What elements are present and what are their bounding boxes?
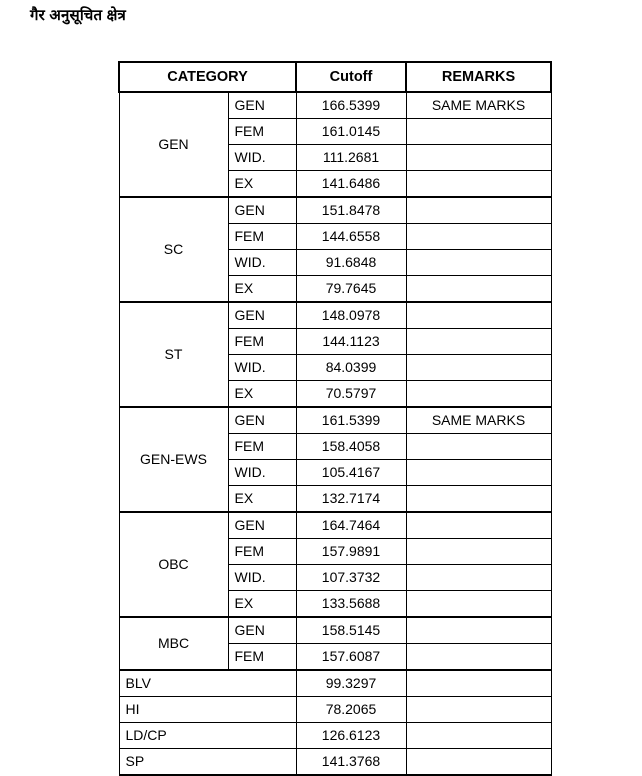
subcategory-label: WID. [228, 565, 296, 591]
subcategory-label: GEN [228, 407, 296, 434]
cutoff-value: 132.7174 [296, 486, 406, 513]
remarks-value [406, 617, 551, 644]
remarks-value [406, 224, 551, 250]
column-header-remarks: REMARKS [406, 62, 551, 92]
table-row [119, 512, 551, 539]
remarks-value [406, 644, 551, 671]
subcategory-label: GEN [228, 617, 296, 644]
remarks-value [406, 145, 551, 171]
column-header-category: CATEGORY [119, 62, 296, 92]
cutoff-value: 133.5688 [296, 591, 406, 618]
cutoff-value: 158.5145 [296, 617, 406, 644]
table-row [119, 670, 551, 697]
table-row [119, 617, 551, 644]
category-label: LD/CP [119, 723, 296, 749]
remarks-value [406, 434, 551, 460]
subcategory-label: FEM [228, 224, 296, 250]
subcategory-label: GEN [228, 512, 296, 539]
remarks-value [406, 460, 551, 486]
category-group-label: GEN [119, 92, 228, 197]
cutoff-value: 161.0145 [296, 119, 406, 145]
remarks-value [406, 355, 551, 381]
remarks-value [406, 697, 551, 723]
subcategory-label: EX [228, 276, 296, 303]
remarks-value [406, 591, 551, 618]
cutoff-value: 79.7645 [296, 276, 406, 303]
subcategory-label: EX [228, 381, 296, 408]
remarks-value [406, 250, 551, 276]
subcategory-label: WID. [228, 460, 296, 486]
subcategory-label: GEN [228, 302, 296, 329]
remarks-value [406, 486, 551, 513]
subcategory-label: FEM [228, 644, 296, 671]
table-row [119, 723, 551, 749]
table-row [119, 407, 551, 434]
table-row [119, 302, 551, 329]
table-header [119, 62, 551, 92]
category-label: HI [119, 697, 296, 723]
cutoff-value: 84.0399 [296, 355, 406, 381]
table-row [119, 749, 551, 776]
cutoff-value: 141.6486 [296, 171, 406, 198]
remarks-value [406, 512, 551, 539]
subcategory-label: GEN [228, 197, 296, 224]
subcategory-label: WID. [228, 145, 296, 171]
subcategory-label: EX [228, 591, 296, 618]
table-body [119, 92, 551, 775]
cutoff-value: 111.2681 [296, 145, 406, 171]
header-row [119, 62, 551, 92]
cutoff-value: 126.6123 [296, 723, 406, 749]
remarks-value [406, 565, 551, 591]
cutoff-table [118, 61, 552, 776]
subcategory-label: EX [228, 486, 296, 513]
subcategory-label: FEM [228, 434, 296, 460]
remarks-value [406, 670, 551, 697]
remarks-value [406, 381, 551, 408]
remarks-value [406, 302, 551, 329]
subcategory-label: WID. [228, 355, 296, 381]
category-group-label: MBC [119, 617, 228, 670]
cutoff-value: 99.3297 [296, 670, 406, 697]
remarks-value [406, 276, 551, 303]
remarks-value [406, 329, 551, 355]
subcategory-label: WID. [228, 250, 296, 276]
subcategory-label: EX [228, 171, 296, 198]
cutoff-value: 166.5399 [296, 92, 406, 119]
cutoff-value: 144.6558 [296, 224, 406, 250]
cutoff-value: 151.8478 [296, 197, 406, 224]
table-row [119, 197, 551, 224]
cutoff-value: 164.7464 [296, 512, 406, 539]
subcategory-label: FEM [228, 119, 296, 145]
remarks-value [406, 723, 551, 749]
category-group-label: ST [119, 302, 228, 407]
cutoff-value: 105.4167 [296, 460, 406, 486]
category-group-label: GEN-EWS [119, 407, 228, 512]
cutoff-value: 70.5797 [296, 381, 406, 408]
page-title: गैर अनुसूचित क्षेत्र [30, 7, 127, 24]
table-row [119, 697, 551, 723]
remarks-value [406, 539, 551, 565]
category-group-label: SC [119, 197, 228, 302]
remarks-value: SAME MARKS [406, 92, 551, 119]
subcategory-label: GEN [228, 92, 296, 119]
cutoff-value: 161.5399 [296, 407, 406, 434]
remarks-value [406, 197, 551, 224]
remarks-value [406, 171, 551, 198]
cutoff-value: 144.1123 [296, 329, 406, 355]
remarks-value [406, 749, 551, 776]
category-label: SP [119, 749, 296, 776]
cutoff-value: 91.6848 [296, 250, 406, 276]
subcategory-label: FEM [228, 329, 296, 355]
cutoff-value: 157.9891 [296, 539, 406, 565]
table-row [119, 92, 551, 119]
column-header-cutoff: Cutoff [296, 62, 406, 92]
cutoff-value: 107.3732 [296, 565, 406, 591]
cutoff-value: 78.2065 [296, 697, 406, 723]
category-label: BLV [119, 670, 296, 697]
remarks-value [406, 119, 551, 145]
cutoff-value: 158.4058 [296, 434, 406, 460]
cutoff-table-container [118, 61, 550, 776]
category-group-label: OBC [119, 512, 228, 617]
remarks-value: SAME MARKS [406, 407, 551, 434]
cutoff-value: 141.3768 [296, 749, 406, 776]
cutoff-value: 157.6087 [296, 644, 406, 671]
subcategory-label: FEM [228, 539, 296, 565]
cutoff-value: 148.0978 [296, 302, 406, 329]
